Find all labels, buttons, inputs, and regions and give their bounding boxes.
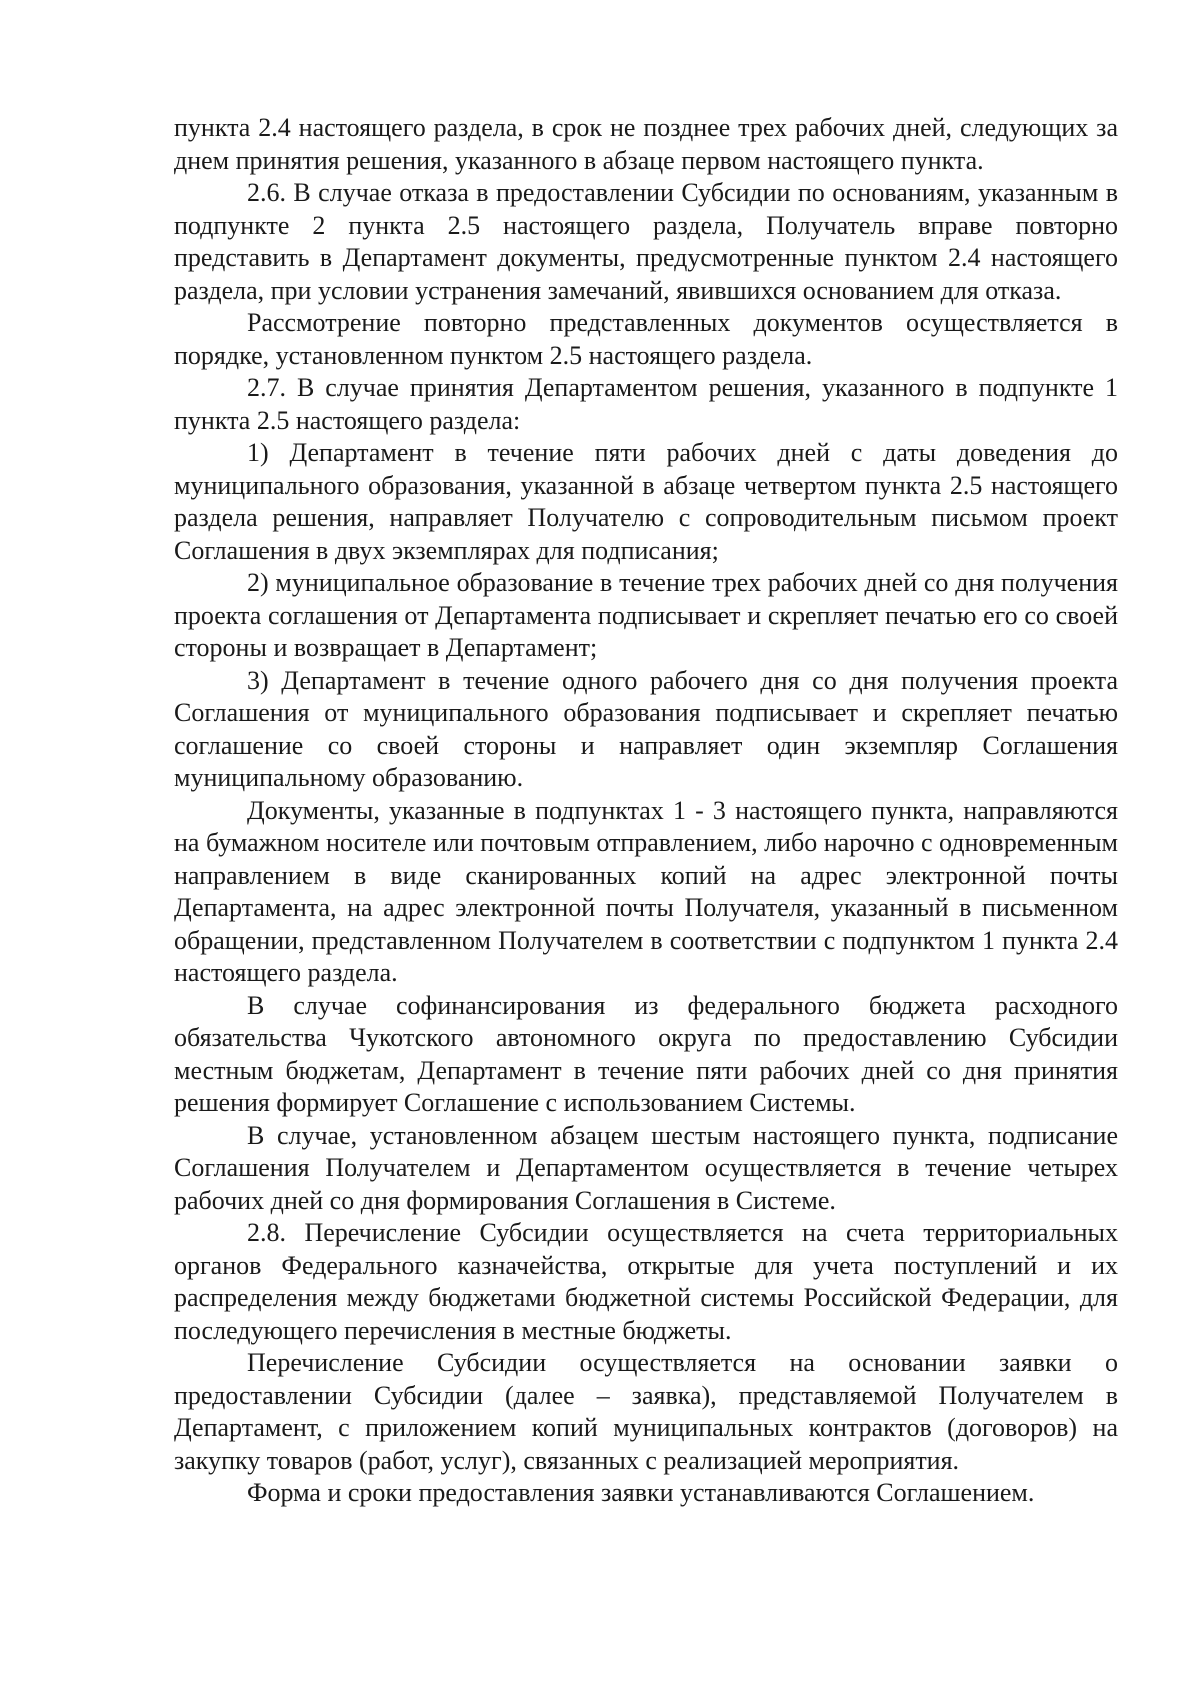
paragraph-2-7: 2.7. В случае принятия Департаментом решения, указанного в подпункте 1 пункта 2.5 настоящего раздела: — [174, 373, 1118, 435]
paragraph-transfer-basis: Перечисление Субсидии осуществляется на основании заявки о предоставлении Субсидии (далее – заявка), представляемой Получателем в Департамент, с приложением копий муниципальных контрактов (договоров) на закупку товаров (работ, услуг), связанных с реализацией мероприятия. — [174, 1348, 1118, 1475]
paragraph-resubmission: Рассмотрение повторно представленных документов осуществляется в порядке, установленном пунктом 2.5 настоящего раздела. — [174, 308, 1118, 370]
document-page — [174, 112, 1118, 1510]
paragraph-2-6: 2.6. В случае отказа в предоставлении Субсидии по основаниям, указанным в подпункте 2 пункта 2.5 настоящего раздела, Получатель вправе повторно представить в Департамент документы, предусмотренные пунктом 2.4 настоящего раздела, при условии устранения замечаний, явившихся основанием для отказа. — [174, 178, 1118, 305]
paragraph-documents-delivery: Документы, указанные в подпунктах 1 - 3 настоящего пункта, направляются на бумажном носителе или почтовым отправлением, либо нарочно с одновременным направлением в виде сканированных копий на адрес электронной почты Департамента, на адрес электронной почты Получателя, указанный в письменном обращении, представленном Получателем в соответствии с подпунктом 1 пункта 2.4 настоящего раздела. — [174, 795, 1118, 987]
paragraph-2-7-item-1: 1) Департамент в течение пяти рабочих дней с даты доведения до муниципального образования, указанной в абзаце четвертом пункта 2.5 настоящего раздела решения, направляет Получателю с сопроводительным письмом проект Соглашения в двух экземплярах для подписания; — [174, 438, 1118, 565]
paragraph-2-7-item-3: 3) Департамент в течение одного рабочего дня со дня получения проекта Соглашения от муниципального образования подписывает и скрепляет печатью соглашение со своей стороны и направляет один экземпляр Соглашения муниципальному образованию. — [174, 665, 1118, 792]
paragraph-application-form: Форма и сроки предоставления заявки устанавливаются Соглашением. — [247, 1478, 1035, 1507]
paragraph-2-7-item-2: 2) муниципальное образование в течение трех рабочих дней со дня получения проекта соглашения от Департамента подписывает и скрепляет печатью его со своей стороны и возвращает в Департамент; — [174, 568, 1118, 662]
paragraph-2-8: 2.8. Перечисление Субсидии осуществляется на счета территориальных органов Федерального казначейства, открытые для учета поступлений и их распределения между бюджетами бюджетной системы Российской Федерации, для последующего перечисления в местные бюджеты. — [174, 1218, 1118, 1345]
paragraph-cofinancing: В случае софинансирования из федерального бюджета расходного обязательства Чукотского автономного округа по предоставлению Субсидии местным бюджетам, Департамент в течение пяти рабочих дней со дня принятия решения формирует Соглашение с использованием Системы. — [174, 990, 1118, 1117]
paragraph-signing-terms: В случае, установленном абзацем шестым настоящего пункта, подписание Соглашения Получателем и Департаментом осуществляется в течение четырех рабочих дней со дня формирования Соглашения в Системе. — [174, 1120, 1118, 1215]
paragraph-continuation: пункта 2.4 настоящего раздела, в срок не позднее трех рабочих дней, следующих за днем принятия решения, указанного в абзаце первом настоящего пункта. — [174, 113, 1118, 175]
